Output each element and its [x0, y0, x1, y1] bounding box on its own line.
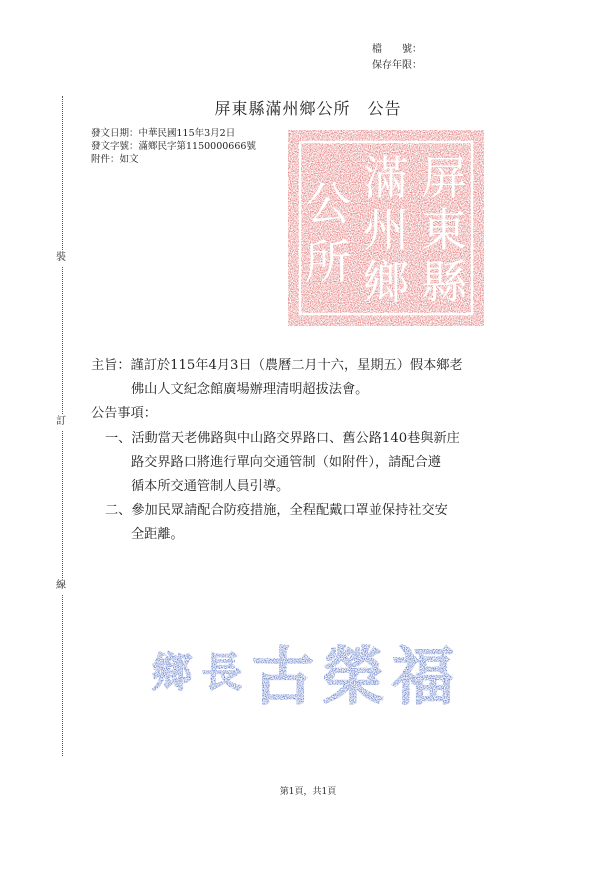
binding-char-zhuang: 裝 [56, 250, 66, 266]
notice-heading: 公告事項： [91, 406, 157, 421]
svg-text:縣: 縣 [421, 255, 467, 309]
file-number-label: 檔 號： [372, 44, 422, 55]
binding-char-xian: 線 [56, 578, 66, 594]
mayor-signature-stamp [150, 624, 460, 712]
item-1-line-3: 循本所交通管制人員引導。 [131, 479, 290, 494]
page-title: 屏東縣滿州鄉公所 公告 [214, 99, 402, 118]
item-1-line-2: 路交界路口將進行單向交通管制（如附件），請配合遵 [131, 455, 441, 470]
subject-line-1: 主旨：謹訂於115年4月3日（農曆二月十六，星期五）假本鄉老 [91, 358, 463, 373]
document-meta [372, 42, 422, 74]
svg-text:鄉: 鄉 [152, 649, 192, 696]
svg-text:鄉: 鄉 [363, 255, 409, 309]
issue-date: 發文日期：中華民國115年3月2日 [91, 128, 236, 139]
item-2-line-1: 二、參加民眾請配合防疫措施，全程配戴口罩並保持社交安 [105, 503, 448, 518]
svg-text:州: 州 [363, 203, 409, 257]
official-seal [286, 128, 486, 328]
svg-text:榮: 榮 [322, 640, 385, 712]
svg-text:長: 長 [202, 649, 242, 696]
svg-text:滿: 滿 [363, 151, 409, 205]
svg-text:古: 古 [252, 640, 315, 712]
svg-text:屏: 屏 [421, 151, 467, 205]
document-number: 發文字號：滿鄉民字第1150000666號 [91, 141, 256, 152]
svg-text:公: 公 [305, 177, 351, 231]
retention-period-label: 保存年限： [372, 60, 422, 71]
item-1-line-1: 一、活動當天老佛路與中山路交界路口、舊公路140巷與新庄 [105, 431, 460, 446]
item-2-line-2: 全距離。 [131, 527, 184, 542]
subject-line-2: 佛山人文紀念館廣場辦理清明超拔法會。 [131, 382, 369, 397]
svg-text:福: 福 [392, 640, 455, 712]
binding-char-ding: 訂 [56, 414, 66, 430]
svg-text:所: 所 [305, 235, 351, 289]
page-footer: 第1頁，共1頁 [279, 787, 337, 797]
document-info [91, 127, 256, 166]
attachment-note: 附件：如文 [91, 154, 139, 165]
svg-text:東: 東 [421, 203, 467, 257]
